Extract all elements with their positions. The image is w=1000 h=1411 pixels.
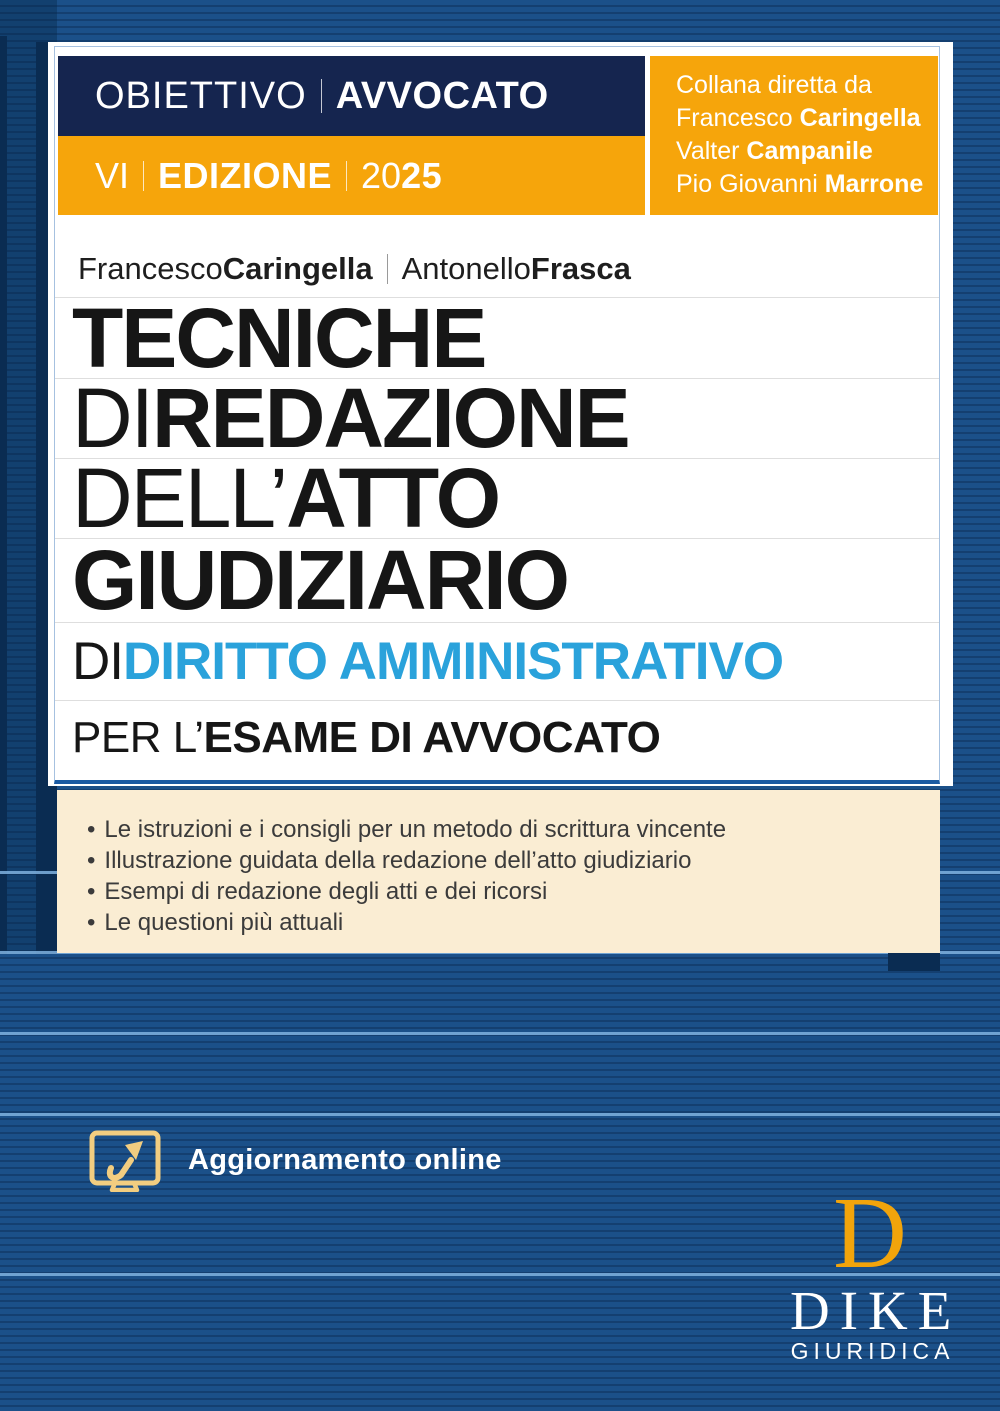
panel-shadow-corner: [888, 953, 940, 971]
collana-director: Pio Giovanni Marrone: [676, 170, 924, 198]
collana-director: Francesco Caringella: [676, 104, 921, 132]
authors-line: [78, 240, 631, 297]
horizontal-rule: [0, 1032, 1000, 1035]
edition-banner: [58, 136, 645, 215]
collana-intro: Collana diretta da: [676, 71, 872, 99]
title-line-2: DI REDAZIONE: [55, 378, 939, 458]
online-update-label: Aggiornamento online: [188, 1143, 502, 1176]
series-banner-bold: AVVOCATO: [335, 74, 549, 117]
feature-item: • Illustrazione guidata della redazione dell’atto giudiziario: [87, 845, 920, 876]
cover-card: [48, 42, 953, 786]
divider-bar: [387, 254, 388, 284]
online-update-badge: [88, 1127, 502, 1193]
series-banner: [58, 56, 645, 136]
feature-item: • Le istruzioni e i consigli per un metodo di scrittura vincente: [87, 814, 920, 845]
author-first-name: Antonello: [401, 250, 531, 286]
title-subject-line: DI DIRITTO AMMINISTRATIVO: [55, 622, 939, 700]
publisher-name: DIKE: [790, 1280, 962, 1341]
series-directors-box: [650, 56, 938, 215]
feature-item: • Esempi di redazione degli atti e dei ricorsi: [87, 876, 920, 907]
horizontal-rule: [0, 1113, 1000, 1116]
title-exam-line: PER L’ ESAME DI AVVOCATO: [55, 700, 939, 774]
title-line-3: DELL’ ATTO: [55, 458, 939, 538]
edition-year-bold: 25: [401, 154, 443, 196]
publisher-logo: [780, 1177, 962, 1365]
series-banner-light: OBIETTIVO: [95, 74, 307, 117]
feature-item: • Le questioni più attuali: [87, 907, 920, 938]
collana-director: Valter Campanile: [676, 137, 873, 165]
author-last-name: Frasca: [530, 250, 631, 286]
features-panel: [57, 790, 940, 953]
monitor-update-icon: [88, 1128, 162, 1192]
title-line-4: GIUDIZIARIO: [55, 538, 939, 622]
divider-bar: [321, 79, 322, 113]
divider-bar: [143, 161, 144, 191]
book-title: [55, 290, 939, 774]
features-list: [87, 814, 920, 938]
publisher-tagline: GIURIDICA: [790, 1338, 955, 1364]
author-last-name: Caringella: [222, 250, 373, 286]
edition-year-light: 20: [361, 154, 402, 196]
author-first-name: Francesco: [78, 250, 223, 286]
title-line-1: TECNICHE: [55, 297, 939, 378]
divider-bar: [346, 161, 347, 191]
left-edge-strip: [0, 36, 7, 954]
edition-roman: VI: [95, 154, 130, 196]
edition-label: EDIZIONE: [158, 154, 333, 196]
publisher-initial: D: [833, 1177, 907, 1290]
